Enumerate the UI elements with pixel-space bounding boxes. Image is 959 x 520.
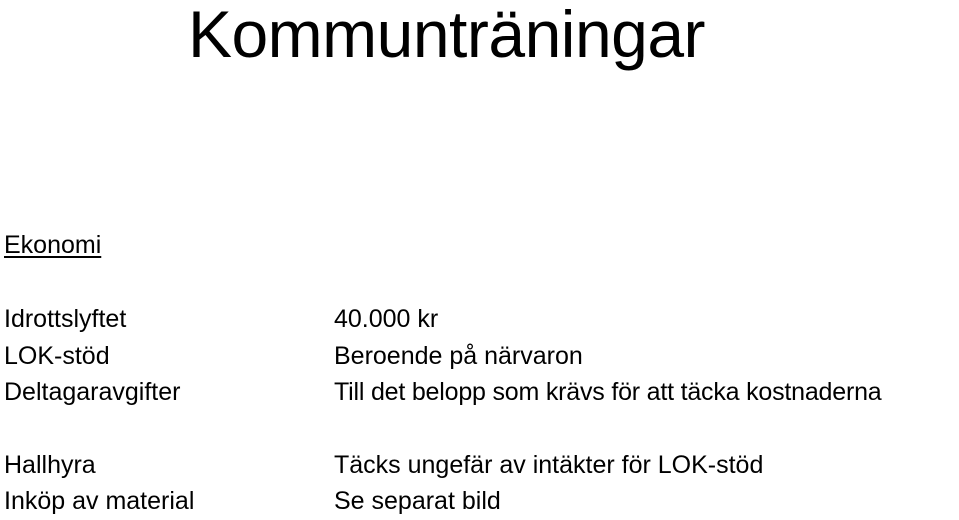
row-label: Inköp av material [4, 487, 195, 515]
row-label: Hallhyra [4, 451, 96, 479]
budget-row [4, 374, 959, 411]
row-value: Till det belopp som krävs för att täcka kostnaderna [334, 378, 882, 406]
budget-row [4, 338, 959, 375]
row-value: Se separat bild [334, 487, 501, 515]
row-value: Täcks ungefär av intäkter för LOK-stöd [334, 451, 764, 479]
budget-row [4, 301, 959, 338]
budget-row [4, 447, 959, 484]
budget-row [4, 483, 959, 520]
row-label: Idrottslyftet [4, 305, 127, 333]
row-label: LOK-stöd [4, 342, 110, 370]
row-value: 40.000 kr [334, 305, 439, 333]
section-heading: Ekonomi [4, 231, 102, 259]
row-label: Deltagaravgifter [4, 378, 181, 406]
row-value: Beroende på närvaron [334, 342, 583, 370]
slide-title: Kommunträningar [187, 0, 706, 71]
